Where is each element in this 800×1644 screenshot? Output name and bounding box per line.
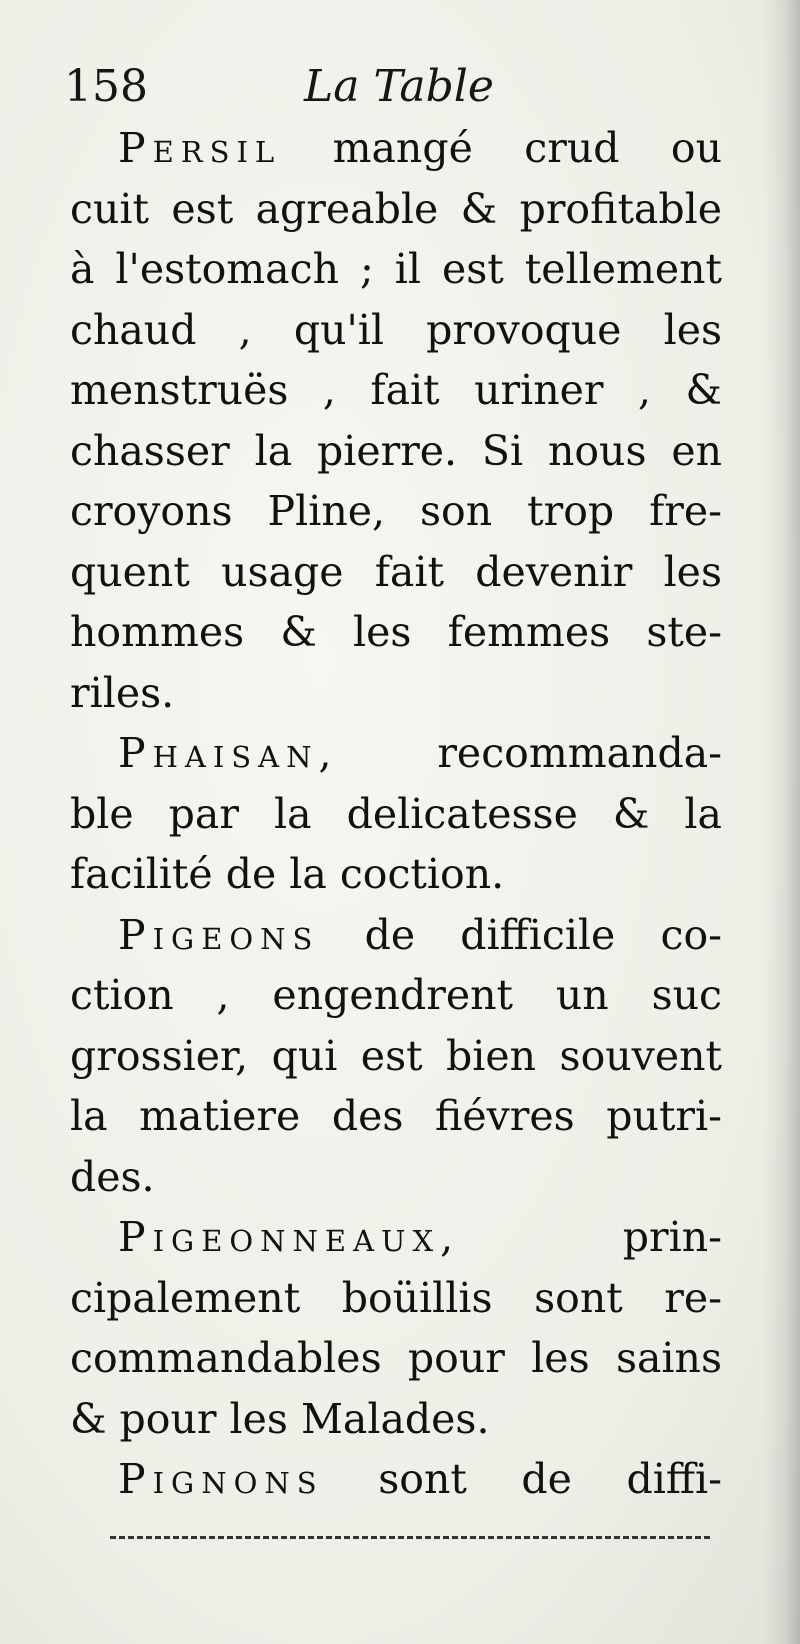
bottom-rule — [110, 1536, 710, 1539]
entry-line: menstruës , fait uriner , & — [70, 366, 722, 414]
page-header — [64, 52, 724, 122]
entry-line: cuit est agreable & profitable — [70, 184, 722, 233]
entry-text: de difficile co- — [319, 910, 722, 959]
entry-headword: Pigeons — [118, 910, 320, 959]
entry-headword: Pignons — [118, 1455, 324, 1503]
entry-line — [70, 723, 722, 784]
page-number: 158 — [64, 61, 148, 112]
entry-line: facilité de la coction. — [70, 850, 505, 898]
entry-line — [70, 1449, 722, 1510]
entry-headword: Pigeonneaux, — [118, 1213, 461, 1261]
entry-line: chasser la pierre. Si nous en — [70, 426, 722, 475]
entry-line — [70, 1207, 722, 1268]
entry-line: ction , engendrent un suc — [70, 971, 722, 1019]
entry-headword: Persil — [118, 124, 282, 172]
entry-line — [70, 118, 722, 179]
page-edge-shadow — [764, 0, 800, 1644]
entry-text: sont de diffi- — [323, 1455, 722, 1503]
entry-text: prin- — [460, 1213, 722, 1261]
entry-line: croyons Pline, son trop fre- — [70, 487, 722, 535]
entry-line: ble par la delicatesse & la — [70, 789, 722, 838]
entry-line — [70, 905, 722, 966]
entry-line: à l'estomach ; il est tellement — [70, 245, 722, 293]
entry-line: cipalement boüillis sont re- — [70, 1273, 722, 1322]
entry-line: riles. — [70, 668, 175, 717]
entry-line: & pour les Malades. — [70, 1394, 490, 1443]
entry-line: hommes & les femmes ste- — [70, 608, 722, 656]
entry-line: commandables pour les sains — [70, 1334, 722, 1382]
entry-headword: Phaisan, — [118, 729, 339, 777]
entry-line: quent usage fait devenir les — [70, 547, 722, 596]
entry-text: mangé crud ou — [281, 124, 722, 172]
entry-line: grossier, qui est bien souvent — [70, 1031, 722, 1080]
entry-line: la matiere des fiévres putri- — [70, 1092, 722, 1140]
text-block — [70, 118, 722, 1510]
running-head: La Table — [304, 61, 494, 112]
entry-line: chaud , qu'il provoque les — [70, 305, 722, 354]
entry-line: des. — [70, 1152, 155, 1201]
entry-text: recommanda- — [338, 729, 722, 777]
